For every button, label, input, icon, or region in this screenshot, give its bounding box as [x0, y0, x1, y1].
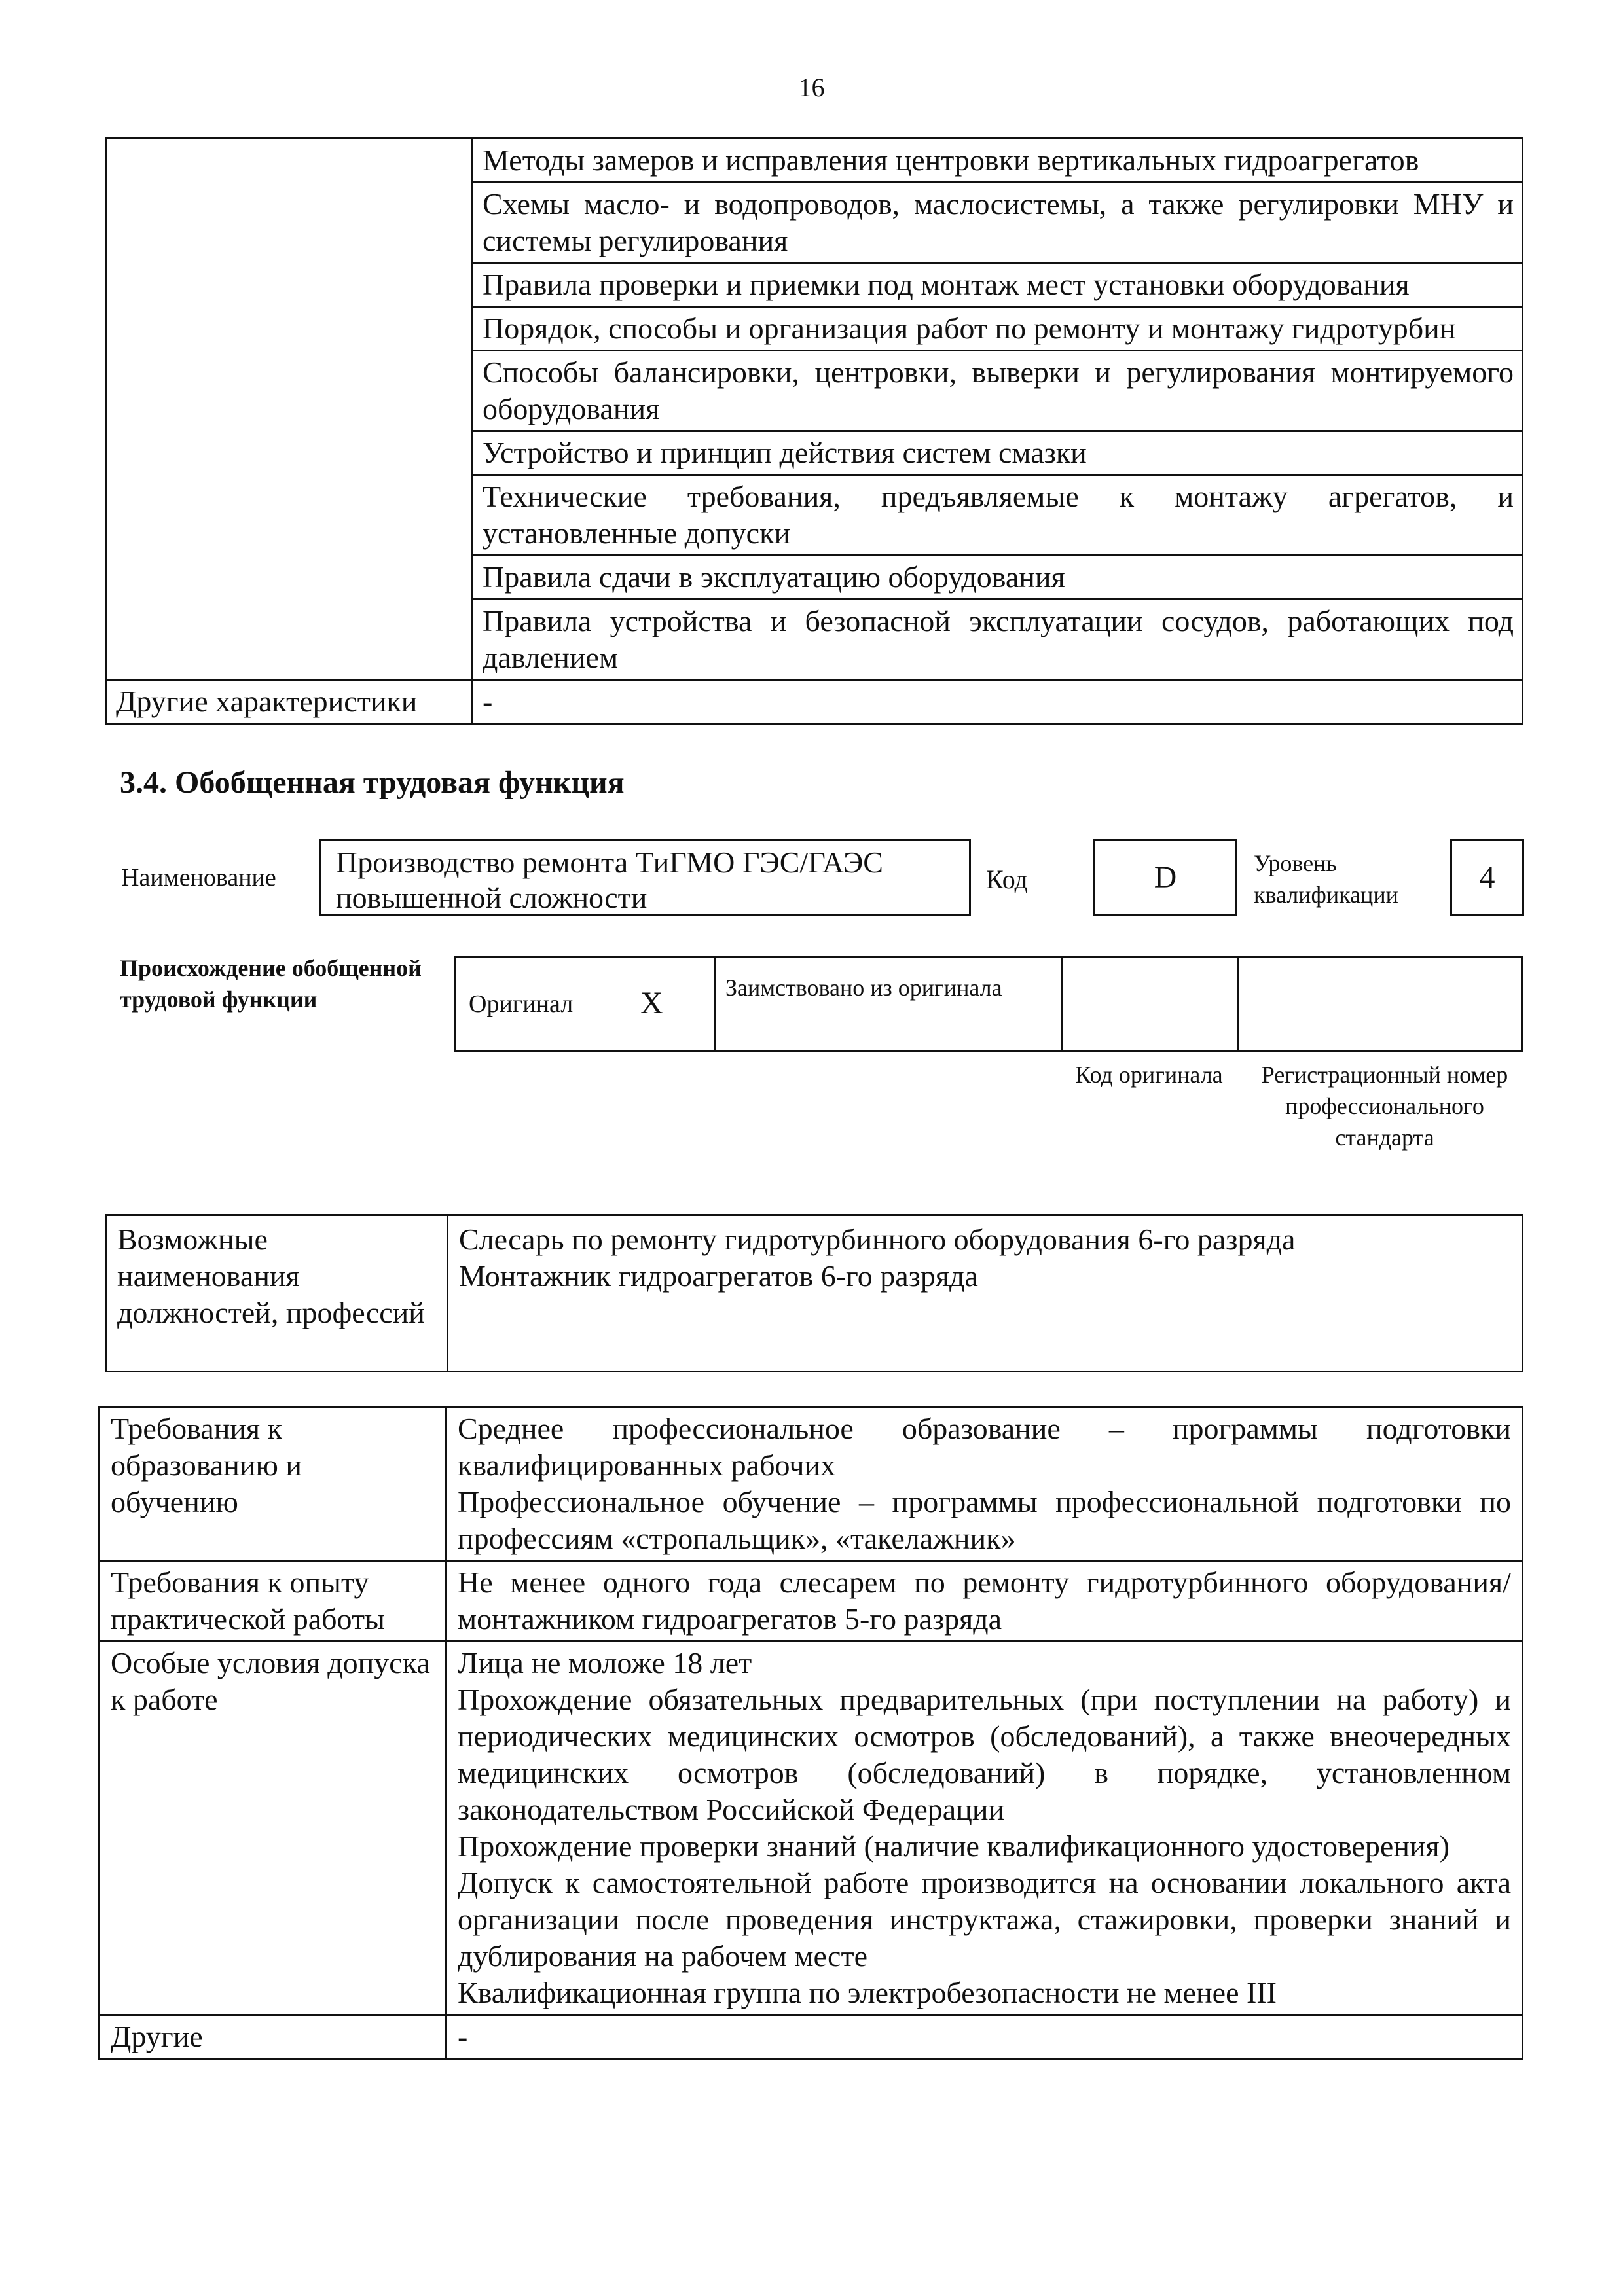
knowledge-item: Методы замеров и исправления центровки вертикальных гидроагрегатов [473, 139, 1523, 183]
knowledge-item: Технические требования, предъявляемые к монтажу агрегатов, и установленные допуски [473, 475, 1523, 556]
origin-grid [454, 956, 1523, 1052]
table-row [106, 680, 1523, 724]
other-characteristics-value: - [473, 680, 1523, 724]
level-value-box: 4 [1450, 839, 1524, 916]
original-label: Оригинал [469, 990, 574, 1018]
positions-table [105, 1214, 1523, 1372]
table-row [100, 1561, 1523, 1641]
condition-item: Прохождение проверки знаний (наличие квалификационного удостоверения) [458, 1829, 1450, 1863]
table-row [106, 139, 1523, 183]
knowledge-table [105, 137, 1523, 725]
level-label: Уровень квалификации [1254, 850, 1398, 908]
position-item: Слесарь по ремонту гидротурбинного оборудования 6-го разряда [459, 1223, 1296, 1256]
page-number: 16 [798, 73, 825, 102]
reg-number-cell [1237, 958, 1521, 1050]
position-item: Монтажник гидроагрегатов 6-го разряда [459, 1259, 978, 1293]
table-row [106, 1215, 1523, 1372]
knowledge-item: Способы балансировки, центровки, выверки и регулирования монтируемого оборудования [473, 351, 1523, 431]
original-mark: X [640, 986, 663, 1020]
positions-values [448, 1215, 1523, 1372]
other-label: Другие [100, 2015, 447, 2059]
knowledge-item: Схемы масло- и водопроводов, маслосистемы, а также регулировки МНУ и системы регулирования [473, 183, 1523, 263]
condition-item: Квалификационная группа по электробезопасности не менее III [458, 1976, 1277, 2009]
experience-label: Требования к опыту практической работы [100, 1561, 447, 1641]
education-item: Профессиональное обучение – программы профессиональной подготовки по профессиям «стропальщик», «такелажник» [458, 1485, 1511, 1555]
borrowed-label: Заимствовано из оригинала [725, 975, 1002, 1001]
condition-item: Лица не моложе 18 лет [458, 1646, 752, 1679]
condition-item: Прохождение обязательных предварительных (при поступлении на работу) и периодических медицинских осмотров (обследований), а также внеочередных медицинских осмотров (обследований) в порядке, установленном законодательством Российской Федерации [458, 1683, 1511, 1826]
code-label: Код [986, 865, 1028, 894]
experience-value: Не менее одного года слесарем по ремонту гидротурбинного оборудования/ монтажником гидроагрегатов 5-го разряда [447, 1561, 1523, 1641]
education-item: Среднее профессиональное образование – программы подготовки квалифицированных рабочих [458, 1412, 1511, 1482]
name-label: Наименование [121, 864, 276, 891]
table-row [100, 1407, 1523, 1561]
other-value: - [447, 2015, 1523, 2059]
knowledge-item: Правила проверки и приемки под монтаж мест установки оборудования [473, 263, 1523, 307]
other-characteristics-label: Другие характеристики [106, 680, 473, 724]
empty-label-cell [106, 139, 473, 680]
conditions-label: Особые условия допуска к работе [100, 1641, 447, 2015]
knowledge-item: Устройство и принцип действия систем смазки [473, 431, 1523, 475]
condition-item: Допуск к самостоятельной работе производится на основании локального акта организации после проведения инструктажа, стажировки, проверки знаний и дублирования на рабочем месте [458, 1866, 1511, 1973]
education-label: Требования к образованию и обучению [100, 1407, 447, 1561]
origin-label: Происхождение обобщенной трудовой функции [120, 955, 422, 1013]
original-code-cell [1061, 958, 1239, 1050]
function-name-box: Производство ремонта ТиГМО ГЭС/ГАЭС повышенной сложности [319, 839, 971, 916]
code-value-box: D [1093, 839, 1237, 916]
table-row [100, 2015, 1523, 2059]
original-code-caption: Код оригинала [1075, 1062, 1223, 1088]
knowledge-item: Порядок, способы и организация работ по ремонту и монтажу гидротурбин [473, 307, 1523, 351]
knowledge-item: Правила устройства и безопасной эксплуатации сосудов, работающих под давлением [473, 600, 1523, 680]
education-values [447, 1407, 1523, 1561]
positions-label: Возможные наименования должностей, профессий [106, 1215, 448, 1372]
reg-number-caption: Регистрационный номер профессионального стандарта [1261, 1062, 1508, 1151]
table-row [100, 1641, 1523, 2015]
section-title: 3.4. Обобщенная трудовая функция [120, 765, 625, 800]
conditions-values [447, 1641, 1523, 2015]
original-cell [456, 958, 716, 1050]
requirements-table [98, 1406, 1523, 2060]
knowledge-item: Правила сдачи в эксплуатацию оборудования [473, 556, 1523, 600]
